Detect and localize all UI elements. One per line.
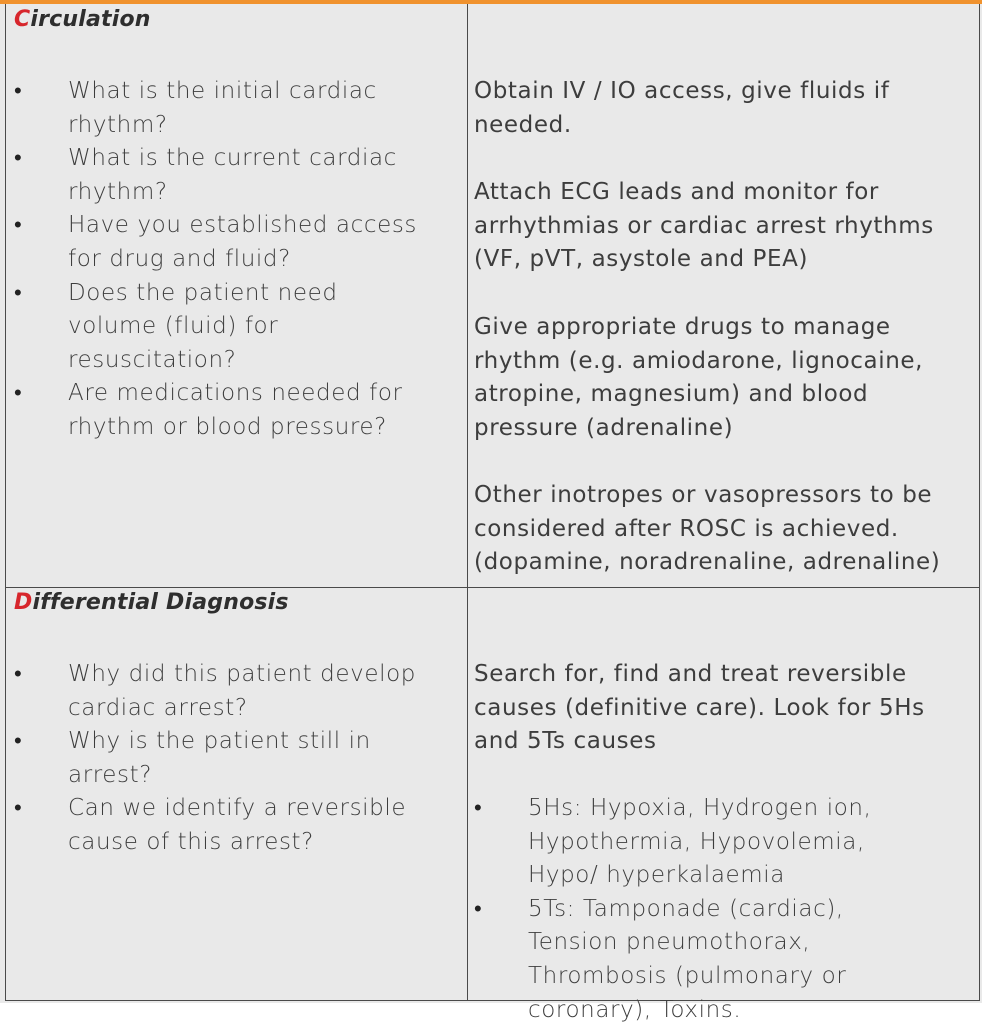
differential-questions [14, 658, 434, 860]
list-item: • Why did this patient develop cardiac arrest? [14, 658, 434, 725]
row-divider [6, 587, 979, 588]
circulation-questions [14, 75, 434, 445]
list-item: • What is the current cardiac rhythm? [14, 142, 434, 209]
circulation-action-ecg: Attach ECG leads and monitor for arrhythmias or cardiac arrest rhythms (VF, pVT, asystole and PEA) [474, 179, 934, 273]
list-item: • Does the patient need volume (fluid) for resuscitation? [14, 277, 434, 378]
list-item: • Are medications needed for rhythm or blood pressure? [14, 377, 434, 444]
list-item: • What is the initial cardiac rhythm? [14, 75, 434, 142]
differential-action-intro: Search for, find and treat reversible causes (definitive care). Look for 5Hs and 5Ts causes [474, 661, 925, 755]
list-item: • 5Hs: Hypoxia, Hydrogen ion, Hypothermia, Hypovolemia, Hypo/ hyperkalaemia [474, 792, 924, 893]
list-item: • Can we identify a reversible cause of this arrest? [14, 792, 434, 859]
heading-initial: D [14, 590, 33, 615]
circulation-action-iv-access: Obtain IV / IO access, give fluids if needed. [474, 78, 890, 138]
heading-rest: ifferential Diagnosis [32, 590, 289, 615]
section-heading-differential-diagnosis [14, 590, 289, 615]
section-heading-circulation [14, 7, 151, 32]
list-item: • Have you established access for drug and fluid? [14, 209, 434, 276]
heading-rest: irculation [30, 7, 151, 32]
differential-causes-list [474, 792, 924, 1027]
circulation-action-inotropes: Other inotropes or vasopressors to be considered after ROSC is achieved. (dopamine, noradrenaline, adrenaline) [474, 482, 941, 576]
list-item: • 5Ts: Tamponade (cardiac), Tension pneumothorax, Thrombosis (pulmonary or coronary), Toxins. [474, 893, 924, 1027]
circulation-action-drugs: Give appropriate drugs to manage rhythm (e.g. amiodarone, lignocaine, atropine, magnesium) and blood pressure (adrenaline) [474, 314, 924, 441]
list-item: • Why is the patient still in arrest? [14, 725, 434, 792]
column-divider [467, 4, 468, 1000]
heading-initial: C [14, 7, 31, 32]
